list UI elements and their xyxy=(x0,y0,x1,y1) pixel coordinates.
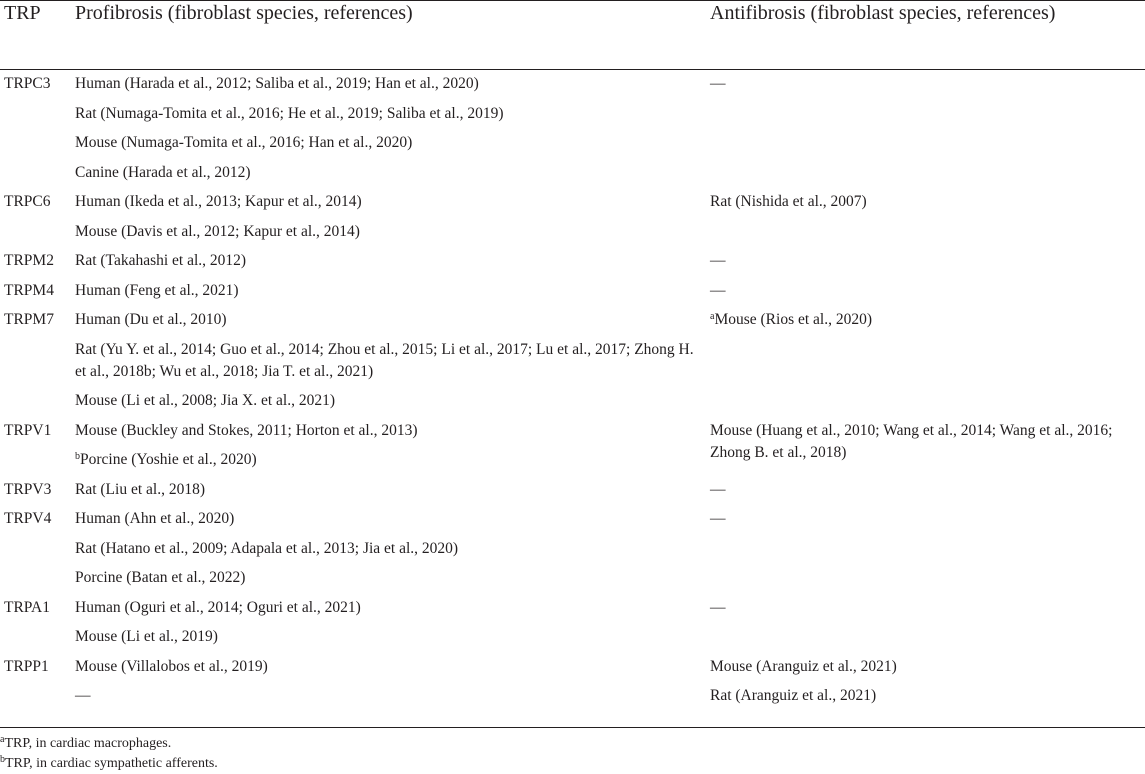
cell-antifibrosis: Rat (Aranguiz et al., 2021) xyxy=(710,687,877,704)
cell-trp: TRPM7 xyxy=(4,311,54,328)
cell-profibrosis: Rat (Hatano et al., 2009; Adapala et al., 2013; Jia et al., 2020) xyxy=(75,539,459,557)
footnote xyxy=(0,754,218,774)
cell-antifibrosis: — xyxy=(710,252,726,269)
cell-profibrosis: Human (Oguri et al., 2014; Oguri et al., 2021) xyxy=(75,598,361,616)
cell-profibrosis: Mouse (Li et al., 2019) xyxy=(75,628,218,645)
cell-trp: TRPV1 xyxy=(4,421,52,439)
cell-trp: TRPM2 xyxy=(4,252,54,269)
cell-profibrosis: Mouse (Buckley and Stokes, 2011; Horton et al., 2013) xyxy=(75,421,418,439)
footnote-mark: a xyxy=(710,311,715,322)
cell-profibrosis: Rat (Liu et al., 2018) xyxy=(75,480,205,498)
cell-antifibrosis: Mouse (Aranguiz et al., 2021) xyxy=(710,657,897,675)
cell-antifibrosis: — xyxy=(710,281,726,299)
cell-profibrosis: Rat (Numaga-Tomita et al., 2016; He et al., 2019; Saliba et al., 2019) xyxy=(75,104,504,122)
cell-profibrosis: Rat (Yu Y. et al., 2014; Guo et al., 2014; Zhou et al., 2015; Li et al., 2017; Lu et al., 2017; Zhong H. et al., 2018b; Wu et al., 2018; Jia T. et al., 2021) xyxy=(75,340,694,380)
cell-antifibrosis: Mouse (Huang et al., 2010; Wang et al., 2014; Wang et al., 2016; Zhong B. et al., 2018) xyxy=(710,421,1113,461)
cell-profibrosis-text: Porcine (Yoshie et al., 2020) xyxy=(80,451,257,468)
header-profibrosis: Profibrosis (fibroblast species, references) xyxy=(75,2,413,24)
cell-trp: TRPC6 xyxy=(4,193,51,210)
cell-antifibrosis: — xyxy=(710,75,726,92)
cell-profibrosis: Rat (Takahashi et al., 2012) xyxy=(75,252,247,269)
cell-trp: TRPV4 xyxy=(4,510,52,527)
table-bottom-rule xyxy=(0,727,1145,728)
cell-profibrosis: — xyxy=(75,687,91,704)
table-header xyxy=(0,0,1145,69)
cell-profibrosis: Mouse (Davis et al., 2012; Kapur et al., 2014) xyxy=(75,222,360,240)
cell-profibrosis: Human (Du et al., 2010) xyxy=(75,311,227,328)
cell-profibrosis: Porcine (Batan et al., 2022) xyxy=(75,569,246,586)
footnote-text: TRP, in cardiac sympathetic afferents. xyxy=(5,756,218,771)
footnote xyxy=(0,734,218,754)
cell-profibrosis xyxy=(75,449,695,471)
cell-trp: TRPM4 xyxy=(4,281,54,299)
cell-trp: TRPC3 xyxy=(4,75,51,92)
cell-antifibrosis: Rat (Nishida et al., 2007) xyxy=(710,193,867,210)
cell-profibrosis: Canine (Harada et al., 2012) xyxy=(75,163,251,181)
cell-antifibrosis: — xyxy=(710,598,726,616)
header-rule xyxy=(0,69,1145,70)
cell-profibrosis: Human (Feng et al., 2021) xyxy=(75,281,239,299)
cell-profibrosis: Human (Ahn et al., 2020) xyxy=(75,510,235,527)
footnote-mark: a xyxy=(0,734,5,745)
cell-antifibrosis xyxy=(710,309,1130,331)
cell-profibrosis: Human (Ikeda et al., 2013; Kapur et al., 2014) xyxy=(75,193,362,210)
cell-profibrosis: Mouse (Villalobos et al., 2019) xyxy=(75,657,268,675)
footnote-mark: b xyxy=(75,451,80,462)
cell-profibrosis: Mouse (Li et al., 2008; Jia X. et al., 2021) xyxy=(75,392,336,409)
cell-antifibrosis: — xyxy=(710,480,726,498)
cell-antifibrosis: — xyxy=(710,510,726,527)
cell-trp: TRPP1 xyxy=(4,657,49,675)
cell-profibrosis: Mouse (Numaga-Tomita et al., 2016; Han et al., 2020) xyxy=(75,134,413,151)
cell-trp: TRPV3 xyxy=(4,480,52,498)
footnote-mark: b xyxy=(0,754,5,765)
footnote-text: TRP, in cardiac macrophages. xyxy=(4,736,172,751)
cell-trp: TRPA1 xyxy=(4,598,50,616)
header-trp: TRP xyxy=(4,2,41,24)
header-antifibrosis: Antifibrosis (fibroblast species, references) xyxy=(710,2,1056,24)
cell-profibrosis: Human (Harada et al., 2012; Saliba et al., 2019; Han et al., 2020) xyxy=(75,75,479,92)
table-footnotes xyxy=(0,734,218,774)
cell-antifibrosis-text: Mouse (Rios et al., 2020) xyxy=(714,311,873,328)
